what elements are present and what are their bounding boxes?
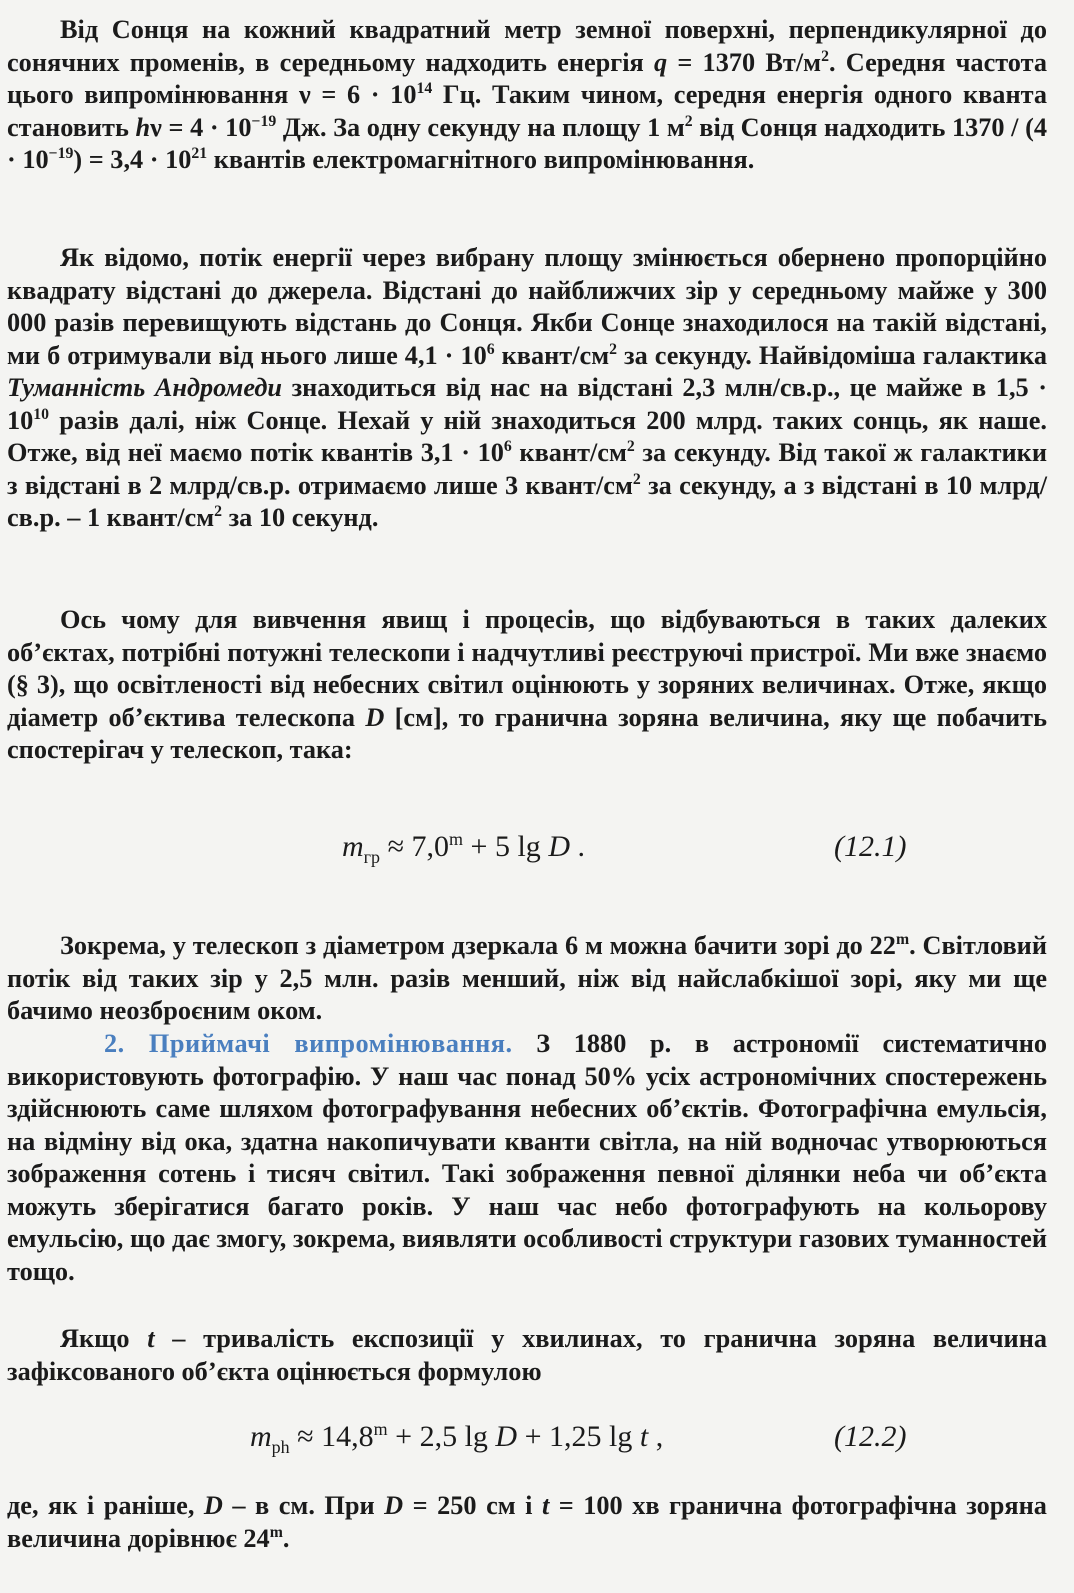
equation-expression: $m_{ph} \approx 14,8^m + 2,5$ lg D + 1,25 lg t ,	[250, 1419, 664, 1457]
paragraph-limit-magnitude	[7, 930, 1047, 1028]
equation-12-2	[0, 1420, 1074, 1460]
paragraph-radiation-receivers	[7, 1028, 1047, 1288]
paragraph-text: Якщо t – тривалість експозиції у хвилинах, то гранична зоряна величина зафіксованого об’єкта оцінюється формулою	[7, 1324, 1047, 1386]
equation-expression: $m_{гр} \approx 7,0^m + 5$ lg D .	[342, 829, 585, 867]
paragraph-solar-energy	[7, 14, 1047, 177]
section-heading: 2. Приймачі випромінювання.	[104, 1029, 513, 1058]
paragraph-telescopes	[7, 604, 1047, 767]
paragraph-energy-flux	[7, 242, 1047, 535]
paragraph-text: 2. Приймачі випромінювання. З 1880 р. в астрономії систематично використовують фотографію. У наш час понад 50% усіх астрономічних спостережень здійснюють саме шляхом фотографування небесних об’єктів. Фотографічна емульсія, на відміну від ока, здатна накопичувати кванти світла, на ній водночас утворюються зображення сотень і тисяч світил. Такі зображення певної ділянки неба чи об’єкта можуть зберігатися багато років. У наш час небо фотографують на кольорову емульсію, що дає змогу, зокрема, виявляти особливості структури газових туманностей тощо.	[7, 1029, 1047, 1286]
paragraph-photographic-magnitude	[7, 1490, 1047, 1555]
paragraph-exposure	[7, 1323, 1047, 1388]
paragraph-text: де, як і раніше, D – в см. При D = 250 см і t = 100 хв гранична фотографічна зоряна величина дорівнює 24$^m$.	[7, 1491, 1047, 1553]
paragraph-text: Зокрема, у телескоп з діаметром дзеркала 6 м можна бачити зорі до 22$^m$. Світловий потік від таких зір у 2,5 млн. разів менший, ніж від найслабкішої зорі, яку ми ще бачимо неозброєним оком.	[7, 931, 1047, 1025]
paragraph-text: Як відомо, потік енергії через вибрану площу змінюється обернено пропорційно квадрату відстані до джерела. Відстані до найближчих зір у середньому майже у 300 000 разів перевищують відстань до Сонця. Якби Сонце знаходилося на такій відстані, ми б отримували від нього лише $4,1 \cdot 10^6$ квант/$см^2$ за секунду. Найвідоміша галактика Туманність Андромеди знаходиться від нас на відстані 2,3 млн/св.р., це майже в $1,5 \cdot 10^{10}$ разів далі, ніж Сонце. Нехай у ній знаходиться 200 млрд. таких сонць, як наше. Отже, від неї маємо потік квантів $3,1 \cdot 10^6$ квант/$см^2$ за секунду. Від такої ж галактики з відстані в 2 млрд/св.р. отримаємо лише 3 квант/$см^2$ за секунду, а з відстані в 10 млрд/св.р. – 1 квант/$см^2$ за 10 секунд.	[7, 243, 1048, 532]
equation-number: (12.1)	[834, 830, 907, 863]
paragraph-text: Від Сонця на кожний квадратний метр земної поверхні, перпендикулярної до сонячних променів, в середньому надходить енергія q = 1370 $Вт/м^2$. Середня частота цього випромінювання $\nu = 6 \cdot 10^{14}$ Гц. Таким чином, середня енергія одного кванта становить $h\nu = 4 \cdot 10^{-19}$ Дж. За одну секунду на площу 1 $м^2$ від Сонця надходить $1370 / (4 \cdot 10^{-19}) = 3,4 \cdot 10^{21}$ квантів електромагнітного випромінювання.	[7, 15, 1047, 174]
equation-12-1	[0, 830, 1074, 870]
paragraph-text: Ось чому для вивчення явищ і процесів, що відбуваються в таких далеких об’єктах, потрібні потужні телескопи і надчутливі реєструючі пристрої. Ми вже знаємо (§ 3), що освітленості від небесних світил оцінюють у зоряних величинах. Отже, якщо діаметр об’єктива телескопа D [см], то гранична зоряна величина, яку ще побачить спостерігач у телескоп, така:	[7, 605, 1048, 764]
equation-number: (12.2)	[834, 1420, 907, 1453]
